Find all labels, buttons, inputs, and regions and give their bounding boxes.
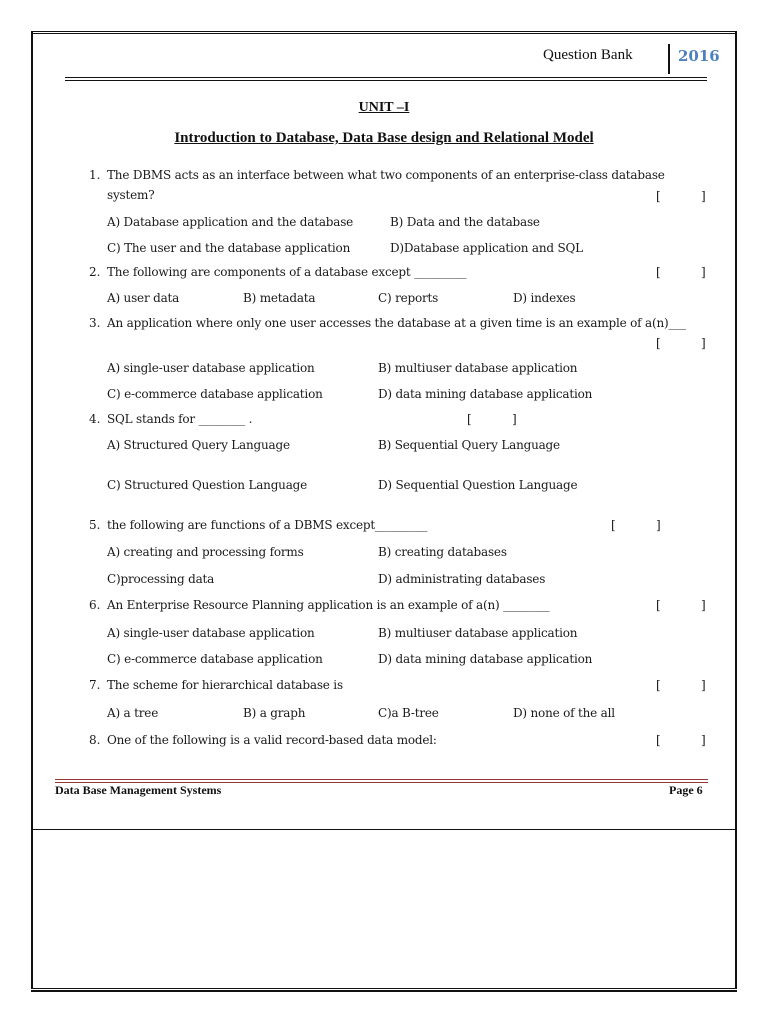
header-rule: [65, 77, 707, 78]
page-border-top: [31, 31, 737, 34]
option-b: B) creating databases: [378, 545, 507, 559]
answer-bracket-open: [: [656, 733, 661, 747]
option-d: D) data mining database application: [378, 652, 593, 666]
option-b: B) Data and the database: [390, 215, 540, 229]
question-number: 1.: [89, 168, 101, 182]
question-number: 8.: [89, 733, 101, 747]
option-b: B) Sequential Query Language: [378, 438, 560, 452]
option-a: A) Structured Query Language: [107, 438, 290, 452]
answer-bracket-close: ]: [701, 265, 706, 279]
answer-bracket-close: ]: [701, 733, 706, 747]
question-number: 7.: [89, 678, 101, 692]
answer-bracket-close: ]: [656, 518, 661, 532]
question-text: An application where only one user accesses the database at a given time is an example of a(n)___: [107, 316, 686, 330]
answer-bracket-open: [: [656, 336, 661, 350]
option-a: A) single-user database application: [107, 361, 315, 375]
option-a: A) Database application and the database: [107, 215, 354, 229]
page-border-bottom: [31, 988, 737, 992]
answer-bracket-open: [: [656, 678, 661, 692]
question-text: One of the following is a valid record-based data model:: [107, 733, 437, 747]
answer-bracket-close: ]: [701, 678, 706, 692]
option-a: A) single-user database application: [107, 626, 315, 640]
header-year: 2016: [678, 47, 720, 65]
option-b: B) multiuser database application: [378, 626, 578, 640]
answer-bracket-open: [: [656, 598, 661, 612]
option-a: A) user data: [107, 291, 180, 305]
question-text: the following are functions of a DBMS except_________: [107, 518, 428, 532]
option-d: D) indexes: [513, 291, 576, 305]
answer-bracket-close: ]: [701, 336, 706, 350]
question-number: 3.: [89, 316, 101, 330]
option-d: D) data mining database application: [378, 387, 593, 401]
option-d: D) none of the all: [513, 706, 615, 720]
option-c: C)a B-tree: [378, 706, 439, 720]
answer-bracket-open: [: [656, 189, 661, 203]
question-text: SQL stands for ________ .: [107, 412, 253, 426]
answer-bracket-open: [: [467, 412, 472, 426]
answer-bracket-open: [: [656, 265, 661, 279]
question-number: 6.: [89, 598, 101, 612]
option-b: B) a graph: [243, 706, 306, 720]
option-d: D)Database application and SQL: [390, 241, 583, 255]
answer-bracket-open: [: [611, 518, 616, 532]
footer-page-number: Page 6: [669, 783, 703, 797]
page-divider: [31, 829, 737, 830]
header-rule: [65, 80, 707, 81]
answer-bracket-close: ]: [701, 598, 706, 612]
option-c: C)processing data: [107, 572, 215, 586]
footer-course-name: Data Base Management Systems: [55, 783, 222, 797]
answer-bracket-close: ]: [701, 189, 706, 203]
option-c: C) e-commerce database application: [107, 652, 323, 666]
question-number: 5.: [89, 518, 101, 532]
option-c: C) reports: [378, 291, 439, 305]
unit-heading: UNIT –I: [358, 100, 410, 115]
footer-rule: [55, 779, 708, 780]
question-text: The DBMS acts as an interface between what two components of an enterprise-class database: [107, 168, 665, 182]
option-b: B) metadata: [243, 291, 316, 305]
option-a: A) creating and processing forms: [107, 545, 304, 559]
option-d: D) administrating databases: [378, 572, 546, 586]
question-number: 4.: [89, 412, 101, 426]
question-text: The scheme for hierarchical database is: [107, 678, 343, 692]
answer-bracket-close: ]: [512, 412, 517, 426]
option-a: A) a tree: [107, 706, 159, 720]
option-b: B) multiuser database application: [378, 361, 578, 375]
chapter-title: Introduction to Database, Data Base design and Relational Model: [174, 130, 594, 146]
option-c: C) e-commerce database application: [107, 387, 323, 401]
question-number: 2.: [89, 265, 101, 279]
option-d: D) Sequential Question Language: [378, 478, 578, 492]
option-c: C) The user and the database application: [107, 241, 351, 255]
header-title: Question Bank: [543, 47, 633, 63]
option-c: C) Structured Question Language: [107, 478, 308, 492]
question-text: The following are components of a database except _________: [107, 265, 467, 279]
question-text: system?: [107, 188, 155, 202]
header-separator: [668, 44, 670, 74]
question-text: An Enterprise Resource Planning application is an example of a(n) ________: [107, 598, 550, 612]
